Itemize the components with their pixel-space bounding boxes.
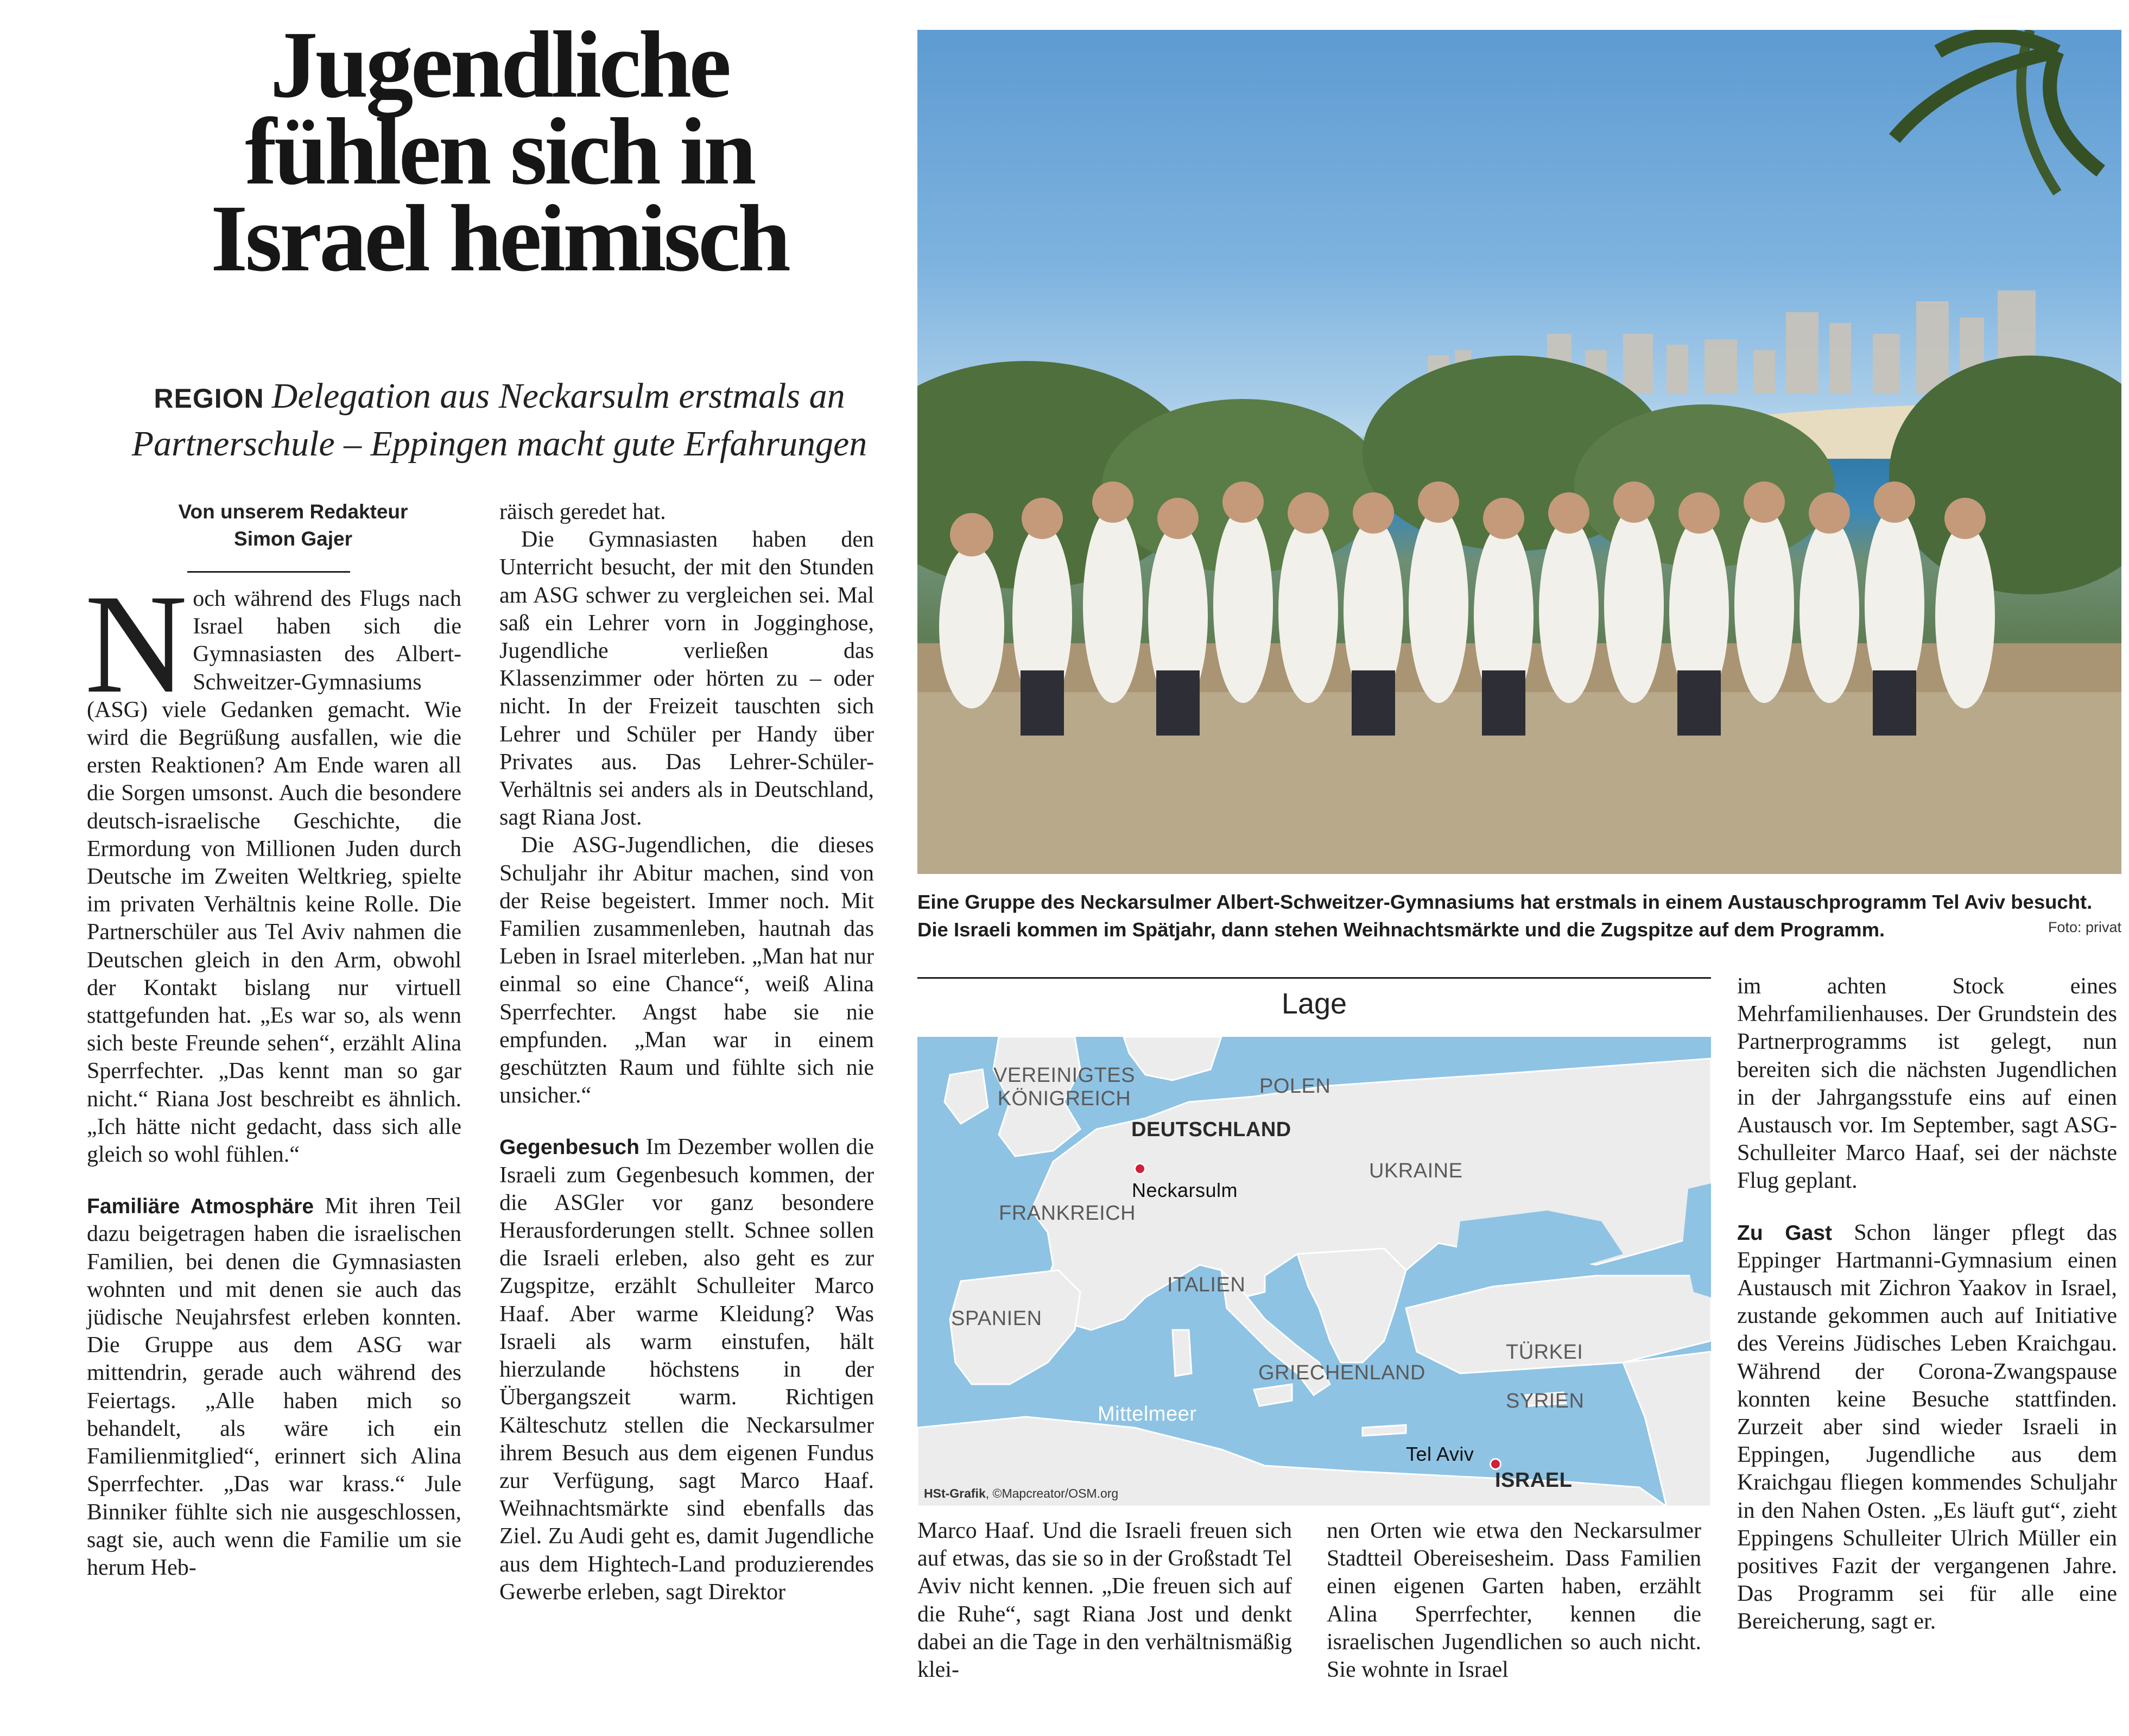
subhead-line: Partnerschule – Eppingen macht gute Erfahrungen	[131, 424, 867, 464]
map-label-ukraine: UKRAINE	[1369, 1160, 1463, 1182]
article-paragraph: Familiäre Atmosphäre Mit ihren Teil dazu beigetragen haben die israelischen Familien, bei denen die Gymnasiasten wohnten und mit denen sie auch das jüdische Neujahrsfest erleben konnten. Die Gruppe aus dem ASG war mittendrin, gerade auch während des Feiertags. „Alle haben mich so behandelt, als wäre ich ein Familienmitglied“, erinnert sich Alina Sperrfechter. „Das war krass.“ Jule Binniker fühlte sich nie ausgeschlossen, sagt sie, auch wenn die Familie um sie herum Heb-	[87, 1194, 461, 1580]
caption-line: Die Israeli kommen im Spätjahr, dann stehen Weihnachtsmärkte und die Zugspitze auf dem Programm.	[917, 918, 1885, 941]
group-photo-illustration	[917, 30, 2121, 874]
byline	[87, 498, 499, 553]
map-label-germany: DEUTSCHLAND	[1131, 1118, 1291, 1141]
map-label-italy: ITALIEN	[1167, 1274, 1246, 1296]
article-column-5	[1737, 973, 2117, 1636]
article-column-4	[1327, 1517, 1701, 1684]
headline	[87, 12, 912, 292]
article-paragraph: im achten Stock eines Mehrfamilienhauses. Der Grundstein des Partnerprogramms ist gelegt, nun bereiten sich die nächsten Jugendlichen in der Jahrgangsstufe eins auf einen Austausch vor. Im September, sagt ASG-Schulleiter Marco Haaf, sei der nächste Flug geplant.	[1737, 974, 2117, 1194]
map-label-uk: VEREINIGTES KÖNIGREICH	[993, 1064, 1135, 1110]
byline-role: Von unserem Redakteur	[178, 500, 408, 523]
article-paragraph: räisch geredet hat.	[499, 499, 666, 524]
photo-caption	[917, 888, 2121, 943]
byline-divider	[187, 571, 350, 573]
group-photo	[917, 30, 2121, 874]
photo-credit: Foto: privat	[2048, 919, 2121, 935]
map-label-greece: GRIECHENLAND	[1258, 1361, 1425, 1384]
article-paragraph: Zu Gast Schon länger pflegt das Eppinger Hartmanni-Gymnasium einen Austausch mit Zichron Yaakov in Israel, zustande gekommen auch auf Initiative des Vereins Jüdisches Leben Kraichgau. Während der Corona-Zwangspause konnten keine Besuche stattfinden. Zurzeit aber sind wieder Israeli in Eppingen, Jugendliche aus dem Kraichgau fliegen kommendes Schuljahr in den Nahen Osten. „Es läuft gut“, zieht Eppingens Schulleiter Ulrich Müller ein positives Fazit der vergangenen Jahre. Das Programm sei für alle eine Bereicherung, sagt er.	[1737, 1220, 2118, 1634]
subheading-familiaere-atmosphaere: Familiäre Atmosphäre	[87, 1195, 314, 1219]
drop-cap: N	[85, 565, 188, 723]
location-map	[917, 1037, 1711, 1506]
byline-author: Simon Gajer	[234, 528, 352, 550]
article-paragraph: Marco Haaf. Und die Israeli freuen sich auf etwas, das sie so in der Großstadt Tel Aviv nicht kennen. „Die freuen sich auf die Ruhe“, sagt Riana Jost und denkt dabei an die Tage in den verhältnismäßig klei-	[917, 1518, 1292, 1683]
map-title: Lage	[1281, 987, 1347, 1020]
headline-line: Israel heimisch	[210, 186, 788, 292]
article-paragraph: Die Gymnasiasten haben den Unterricht besucht, der mit den Stunden am ASG schwer zu vergleichen sei. Mal saß ein Lehrer vorn in Jogginghose, Jugendliche verließen das Klassenzimmer oder hörten zu – oder nicht. In der Freizeit tauschten sich Lehrer und Schüler per Handy über Privates aus. Das Lehrer-Schüler-Verhältnis sei anders als in Deutschland, sagt Riana Jost.	[499, 527, 874, 831]
map-marker-neckarsulm	[1134, 1163, 1146, 1175]
headline-line: fühlen sich in	[245, 99, 754, 205]
map-label-neckarsulm: Neckarsulm	[1132, 1179, 1238, 1201]
map-label-tel-aviv: Tel Aviv	[1406, 1443, 1474, 1465]
map-label-mediterranean: Mittelmeer	[1098, 1403, 1197, 1425]
subheadline	[87, 373, 912, 467]
article-column-3	[917, 1517, 1292, 1684]
headline-line: Jugendliche	[270, 12, 729, 118]
map-label-france: FRANKREICH	[999, 1202, 1136, 1225]
map-divider	[917, 977, 1711, 979]
map-label-syria: SYRIEN	[1506, 1390, 1585, 1412]
subhead-line: Delegation aus Neckarsulm erstmals an	[271, 376, 845, 416]
article-column-1	[85, 565, 461, 1582]
map-label-israel: ISRAEL	[1495, 1469, 1573, 1492]
article-paragraph: nen Orten wie etwa den Neckarsulmer Stadtteil Obereisesheim. Dass Familien einen eigenen Garten haben, erzählt Alina Sperrfechter, kennen die israelischen Jugendlichen so auch nicht. Sie wohnte in Israel	[1327, 1518, 1701, 1683]
map-label-poland: POLEN	[1259, 1075, 1331, 1098]
subheading-gegenbesuch: Gegenbesuch	[499, 1136, 639, 1160]
map-label-turkey: TÜRKEI	[1506, 1341, 1583, 1364]
caption-line: Eine Gruppe des Neckarsulmer Albert-Schweitzer-Gymnasiums hat erstmals in einem Austauschprogramm Tel Aviv besucht.	[917, 891, 2093, 913]
subheading-zu-gast: Zu Gast	[1737, 1221, 1832, 1245]
map-label-spain: SPANIEN	[951, 1307, 1042, 1330]
article-column-2	[499, 498, 874, 1606]
section-kicker: REGION	[154, 383, 264, 414]
article-paragraph: Noch während des Flugs nach Israel haben sich die Gymnasiasten des Albert-Schweitzer-Gymnasiums (ASG) viele Gedanken gemacht. Wie wird die Begrüßung ausfallen, wie die ersten Reaktionen? Am Ende waren all die Sorgen umsonst. Auch die besondere deutsch-israelische Geschichte, die Ermordung von Millionen Juden durch Deutsche im Zweiten Weltkrieg, spielte im privaten Verhältnis keine Rolle. Die Partnerschüler aus Tel Aviv nahmen die Deutschen gleich in den Arm, obwohl der Kontakt bislang nur virtuell stattgefunden hat. „Es war so, als wenn sich beste Freunde sehen“, erzählt Alina Sperrfechter. „Das kennt man so gar nicht.“ Riana Jost beschreibt es ähnlich. „Ich hätte nicht gedacht, dass sich alle gleich so wohl fühlen.“	[85, 565, 461, 1168]
article-paragraph: Die ASG-Jugendlichen, die dieses Schuljahr ihr Abitur machen, sind von der Reise begeistert. Immer noch. Mit Familien zusammenleben, hautnah das Leben in Israel miterleben. „Man hat nur einmal so eine Chance“, weiß Alina Sperrfechter. Angst habe sie nie empfunden. „Man war in einem geschützten Raum und fühlte sich nie unsicher.“	[499, 833, 874, 1108]
article-paragraph: Gegenbesuch Im Dezember wollen die Israeli zum Gegenbesuch kommen, der die ASGler vor ganz besondere Herausforderungen stellt. Schnee sollen die Israeli erleben, also geht es zur Zugspitze, erzählt Schulleiter Marco Haaf. Aber warme Kleidung? Was Israeli als warm einstufen, hält hierzulande höchstens in der Übergangszeit warm. Richtigen Kälteschutz stellen die Neckarsulmer ihrem Besuch aus dem eigenen Fundus zur Verfügung, sagt Marco Haaf. Weihnachtsmärkte sind ebenfalls das Ziel. Zu Audi geht es, damit Jugendliche aus dem Hightech-Land produzierendes Gewerbe erleben, sagt Direktor	[499, 1135, 874, 1605]
map-marker-tel-aviv	[1490, 1458, 1501, 1470]
map-credit: HSt-Grafik, ©Mapcreator/OSM.org	[924, 1486, 1119, 1500]
